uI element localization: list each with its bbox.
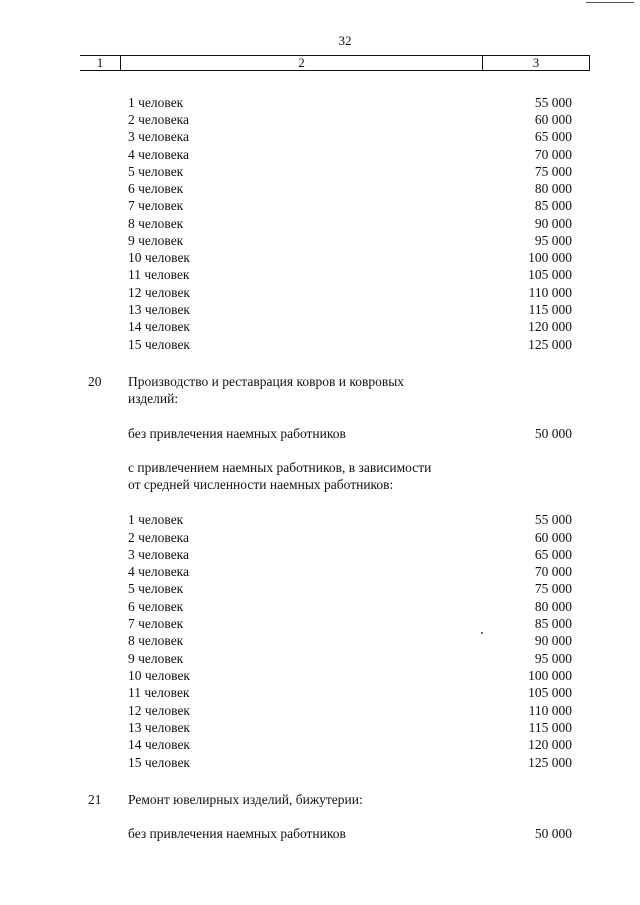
- rate-value: 75 000: [534, 164, 572, 179]
- employee-count-label: 15 человек: [128, 337, 190, 352]
- employee-count-label: 13 человек: [128, 302, 190, 317]
- item-number: 21: [88, 792, 102, 807]
- no-employees-label: без привлечения наемных работников: [128, 426, 346, 441]
- rate-value: 55 000: [534, 95, 572, 110]
- with-employees-description: от средней численности наемных работников:: [128, 477, 394, 492]
- rate-value: 110 000: [528, 285, 572, 300]
- rate-value: 70 000: [534, 147, 572, 162]
- column-header-3: 3: [532, 55, 540, 70]
- no-employees-value: 50 000: [534, 426, 572, 441]
- rate-value: 70 000: [534, 564, 572, 579]
- rate-value: 90 000: [534, 633, 572, 648]
- employee-count-label: 1 человек: [128, 95, 184, 110]
- employee-count-label: 7 человек: [128, 616, 184, 631]
- rate-value: 95 000: [534, 651, 572, 666]
- rate-value: 115 000: [528, 720, 572, 735]
- employee-count-label: 12 человек: [128, 285, 190, 300]
- employee-count-label: 9 человек: [128, 233, 184, 248]
- employee-count-label: 3 человека: [128, 547, 190, 562]
- employee-count-label: 15 человек: [128, 755, 190, 770]
- rate-value: 60 000: [534, 112, 572, 127]
- rate-value: 95 000: [534, 233, 572, 248]
- column-header-1: 1: [96, 55, 104, 70]
- rate-value: 85 000: [534, 616, 572, 631]
- employee-count-label: 9 человек: [128, 651, 184, 666]
- employee-count-label: 6 человек: [128, 181, 184, 196]
- employee-count-label: 5 человек: [128, 581, 184, 596]
- item-number: 20: [88, 374, 102, 389]
- employee-count-label: 10 человек: [128, 668, 190, 683]
- employee-count-label: 1 человек: [128, 512, 184, 527]
- rate-value: 105 000: [528, 267, 572, 282]
- rate-value: 100 000: [528, 668, 572, 683]
- rate-value: 110 000: [528, 703, 572, 718]
- employee-count-label: 2 человека: [128, 112, 190, 127]
- item-title: изделий:: [128, 391, 179, 406]
- rate-value: 60 000: [534, 530, 572, 545]
- rate-value: 125 000: [528, 337, 572, 352]
- with-employees-description: с привлечением наемных работников, в зависимости: [128, 460, 432, 475]
- rate-value: 85 000: [534, 198, 572, 213]
- rate-value: 120 000: [528, 737, 572, 752]
- corner-mark: [586, 2, 634, 3]
- employee-count-label: 13 человек: [128, 720, 190, 735]
- employee-count-label: 8 человек: [128, 216, 184, 231]
- rate-value: 125 000: [528, 755, 572, 770]
- employee-count-label: 5 человек: [128, 164, 184, 179]
- item-title: Ремонт ювелирных изделий, бижутерии:: [128, 792, 363, 807]
- employee-count-label: 4 человека: [128, 147, 190, 162]
- item-title: Производство и реставрация ковров и ковровых: [128, 374, 405, 389]
- employee-count-label: 14 человек: [128, 737, 190, 752]
- no-employees-value: 50 000: [534, 826, 572, 841]
- rate-value: 65 000: [534, 547, 572, 562]
- employee-count-label: 12 человек: [128, 703, 190, 718]
- rate-value: 75 000: [534, 581, 572, 596]
- employee-count-label: 10 человек: [128, 250, 190, 265]
- rate-value: 115 000: [528, 302, 572, 317]
- employee-count-label: 8 человек: [128, 633, 184, 648]
- employee-count-label: 11 человек: [128, 685, 190, 700]
- employee-count-label: 7 человек: [128, 198, 184, 213]
- rate-value: 80 000: [534, 599, 572, 614]
- column-header-2: 2: [298, 55, 305, 70]
- employee-count-label: 2 человека: [128, 530, 190, 545]
- rate-value: 80 000: [534, 181, 572, 196]
- employee-count-label: 6 человек: [128, 599, 184, 614]
- rate-value: 100 000: [528, 250, 572, 265]
- column-header-row: [80, 55, 590, 71]
- employee-count-label: 11 человек: [128, 267, 190, 282]
- employee-count-label: 14 человек: [128, 319, 190, 334]
- page-number: 32: [338, 33, 352, 48]
- employee-count-label: 3 человека: [128, 129, 190, 144]
- rate-value: 90 000: [534, 216, 572, 231]
- rate-value: 105 000: [528, 685, 572, 700]
- scan-speck: [481, 632, 483, 634]
- employee-count-label: 4 человека: [128, 564, 190, 579]
- rate-value: 65 000: [534, 129, 572, 144]
- rate-value: 120 000: [528, 319, 572, 334]
- no-employees-label: без привлечения наемных работников: [128, 826, 346, 841]
- rate-value: 55 000: [534, 512, 572, 527]
